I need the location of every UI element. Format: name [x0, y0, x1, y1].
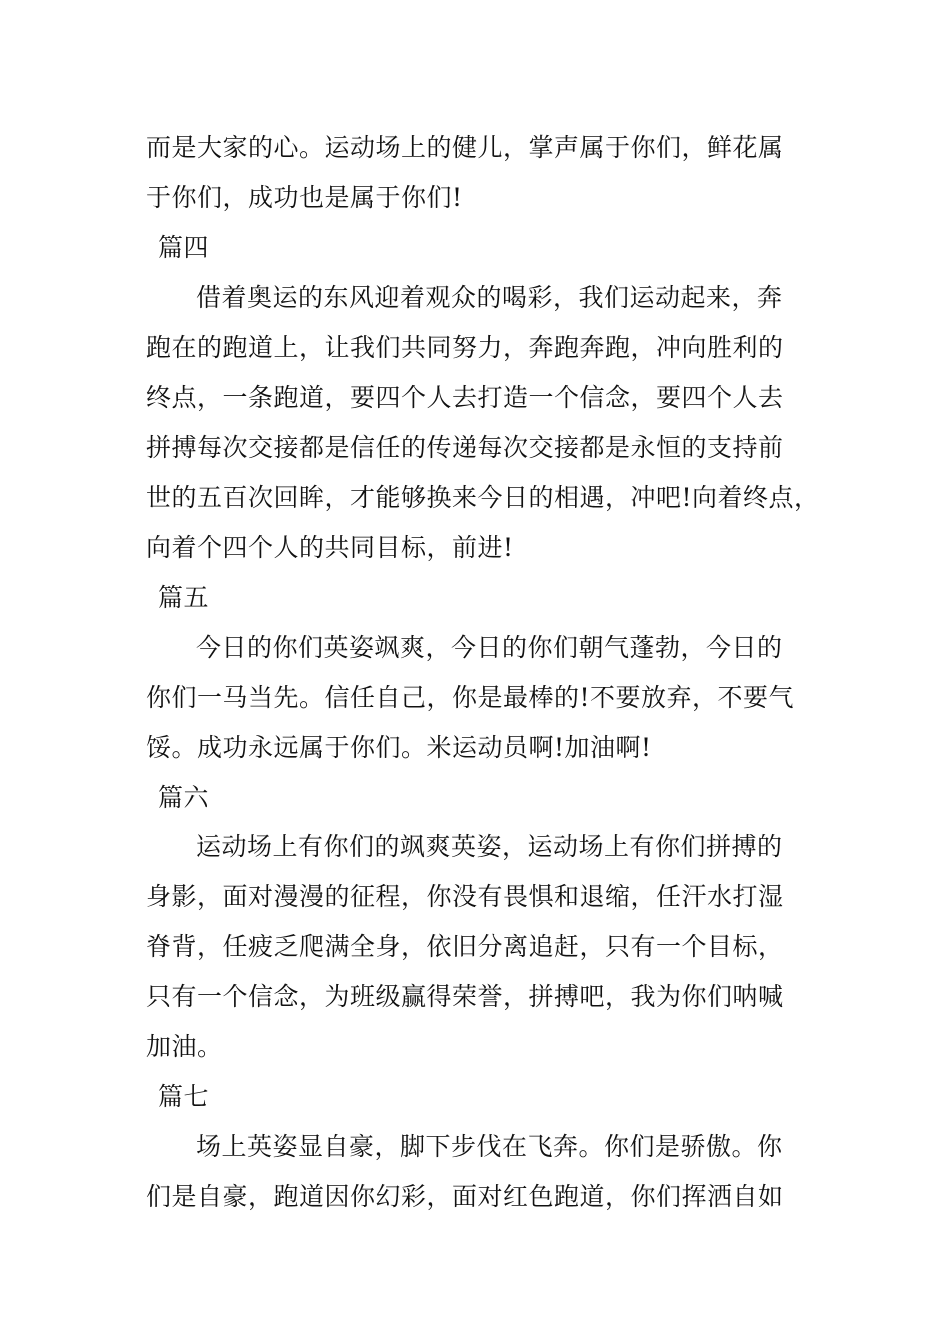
section-7-line: 们是自豪，跑道因你幻彩，面对红色跑道，你们挥洒自如 [146, 1182, 784, 1211]
section-6-line: 身影，面对漫漫的征程，你没有畏惧和退缩，任汗水打湿 [146, 882, 784, 911]
section-4-line: 跑在的跑道上，让我们共同努力，奔跑奔跑，冲向胜利的 [146, 333, 784, 362]
section-4-line: 向着个四个人的共同目标，前进! [146, 533, 514, 562]
section-heading-5: 篇五 [158, 583, 210, 612]
section-4-line: 世的五百次回眸，才能够换来今日的相遇，冲吧!向着终点， [146, 483, 820, 512]
section-6-line: 加油。 [146, 1032, 223, 1061]
section-6-line: 只有一个信念，为班级赢得荣誉，拼搏吧，我为你们呐喊 [146, 982, 784, 1011]
section-5-line: 你们一马当先。信任自己，你是最棒的!不要放弃，不要气 [146, 683, 795, 712]
section-4-line: 终点，一条跑道，要四个人去打造一个信念，要四个人去 [146, 383, 784, 412]
section-4-line: 借着奥运的东风迎着观众的喝彩，我们运动起来，奔 [196, 283, 783, 312]
intro-line: 而是大家的心。运动场上的健儿，掌声属于你们，鲜花属 [146, 133, 784, 162]
section-heading-6: 篇六 [158, 783, 210, 812]
section-5-line: 今日的你们英姿飒爽，今日的你们朝气蓬勃，今日的 [196, 633, 783, 662]
section-7-line: 场上英姿显自豪，脚下步伐在飞奔。你们是骄傲。你 [196, 1132, 783, 1161]
section-heading-4: 篇四 [158, 233, 210, 262]
section-6-line: 脊背，任疲乏爬满全身，依旧分离追赶，只有一个目标， [146, 932, 784, 961]
section-6-line: 运动场上有你们的飒爽英姿，运动场上有你们拼搏的 [196, 832, 783, 861]
section-4-line: 拼搏每次交接都是信任的传递每次交接都是永恒的支持前 [146, 433, 784, 462]
section-heading-7: 篇七 [158, 1082, 210, 1111]
intro-line: 于你们，成功也是属于你们! [146, 183, 463, 212]
section-5-line: 馁。成功永远属于你们。米运动员啊!加油啊! [146, 733, 652, 762]
